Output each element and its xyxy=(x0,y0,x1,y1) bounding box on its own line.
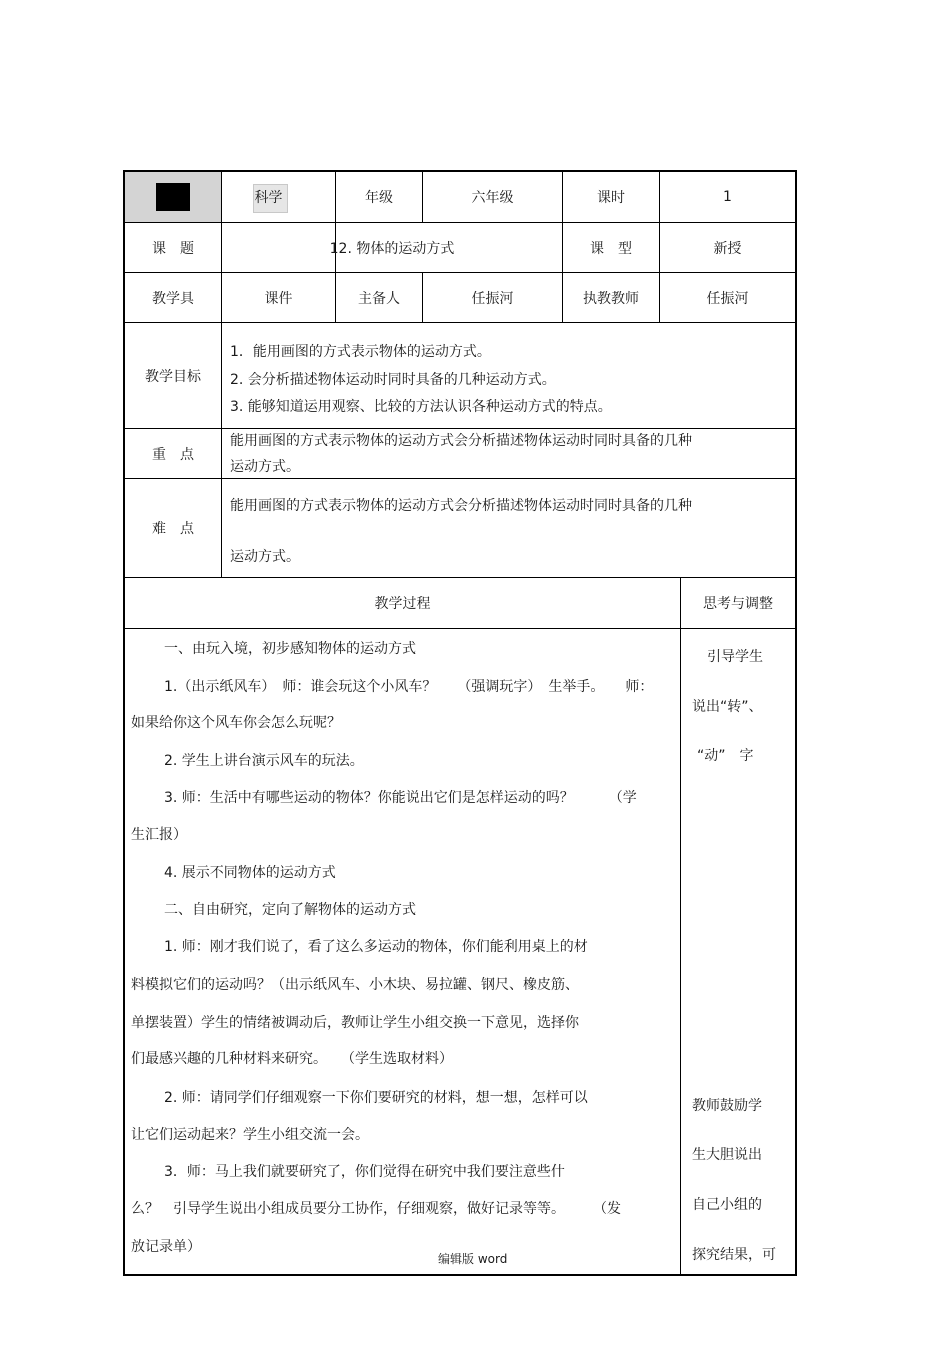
process-line: 料模拟它们的运动吗？（出示纸风车、小木块、易拉罐、钢尺、橡皮筋、 xyxy=(131,977,579,993)
process-line: 如果给你这个风车你会怎么玩呢？ xyxy=(131,715,341,731)
process-line: 放记录单） xyxy=(131,1239,201,1255)
subject-cell: 科学 xyxy=(254,190,283,206)
goal-item: 1．能用画图的方式表示物体的运动方式。 xyxy=(230,344,491,360)
lead-label: 主备人 xyxy=(358,290,400,307)
difficulty-text: 能用画图的方式表示物体的运动方式会分析描述物体运动时同时具备的几种 xyxy=(230,498,692,514)
difficulty-text: 运动方式。 xyxy=(230,549,300,565)
goal-item: 2. 会分析描述物体运动时同时具备的几种运动方式。 xyxy=(230,372,556,388)
note-line: 引导学生 xyxy=(707,649,763,665)
footer-text: 编辑版 word xyxy=(438,1252,508,1266)
period-value: 1 xyxy=(723,189,732,205)
note-line: 探究结果，可 xyxy=(692,1247,776,1263)
lead-value: 任振河 xyxy=(471,290,514,307)
teacher-label: 执教教师 xyxy=(583,290,639,307)
note-line: 自己小组的 xyxy=(692,1197,762,1213)
note-line: 生大胆说出 xyxy=(692,1147,762,1163)
topic-value: 12. 物体的运动方式 xyxy=(329,240,455,257)
key-point-text: 能用画图的方式表示物体的运动方式会分析描述物体运动时同时具备的几种 xyxy=(230,433,692,449)
process-line: 单摆装置）学生的情绪被调动后，教师让学生小组交换一下意见，选择你 xyxy=(131,1015,579,1031)
tools-value: 课件 xyxy=(264,290,293,307)
goals-label: 教学目标 xyxy=(145,368,201,385)
topic-label: 课 题 xyxy=(152,240,194,257)
period-label: 课时 xyxy=(597,190,625,206)
key-point-label: 重 点 xyxy=(152,446,194,463)
tools-label: 教学具 xyxy=(152,290,194,307)
type-value: 新授 xyxy=(713,240,742,257)
process-heading: 教学过程 xyxy=(374,596,431,612)
process-line: 让它们运动起来？学生小组交流一会。 xyxy=(131,1127,369,1143)
row-divider xyxy=(123,428,797,429)
key-point-text: 运动方式。 xyxy=(230,459,300,475)
process-line: 4. 展示不同物体的运动方式 xyxy=(164,865,336,881)
process-line: 1. 师：刚才我们说了，看了这么多运动的物体，你们能利用桌上的材 xyxy=(164,939,588,955)
row-divider xyxy=(123,322,797,323)
difficulty-label: 难 点 xyxy=(152,521,194,537)
note-line: “动” 字 xyxy=(697,748,754,764)
teacher-value: 任振河 xyxy=(706,290,749,307)
notes-heading: 思考与调整 xyxy=(703,596,773,612)
type-label: 课 型 xyxy=(590,240,632,257)
process-line: 1.（出示纸风车） 师：谁会玩这个小风车？ （强调玩字） 生举手。 师： xyxy=(164,679,654,695)
redaction-block xyxy=(156,183,190,211)
process-line: 一、由玩入境，初步感知物体的运动方式 xyxy=(164,641,416,657)
row-divider xyxy=(123,628,797,629)
grade-value: 六年级 xyxy=(471,190,514,206)
process-line: 二、自由研究，定向了解物体的运动方式 xyxy=(164,902,416,918)
note-line: 说出“转”、 xyxy=(692,699,763,715)
redacted-cell xyxy=(125,172,221,222)
process-line: 们最感兴趣的几种材料来研究。 （学生选取材料） xyxy=(131,1051,453,1067)
row-divider xyxy=(123,478,797,479)
col-divider xyxy=(680,577,681,1276)
process-line: 2. 师：请同学们仔细观察一下你们要研究的材料，想一想，怎样可以 xyxy=(164,1090,588,1106)
grade-label: 年级 xyxy=(365,190,393,206)
note-line: 教师鼓励学 xyxy=(692,1098,762,1114)
process-line: 3．师：马上我们就要研究了，你们觉得在研究中我们要注意些什 xyxy=(164,1164,565,1180)
process-line: 2. 学生上讲台演示风车的玩法。 xyxy=(164,753,364,769)
process-line: 么？ 引导学生说出小组成员要分工协作，仔细观察，做好记录等等。 （发 xyxy=(131,1201,621,1217)
process-line: 生汇报） xyxy=(131,827,187,843)
goal-item: 3. 能够知道运用观察、比较的方法认识各种运动方式的特点。 xyxy=(230,399,612,415)
process-line: 3. 师：生活中有哪些运动的物体？你能说出它们是怎样运动的吗？ （学 xyxy=(164,790,637,806)
